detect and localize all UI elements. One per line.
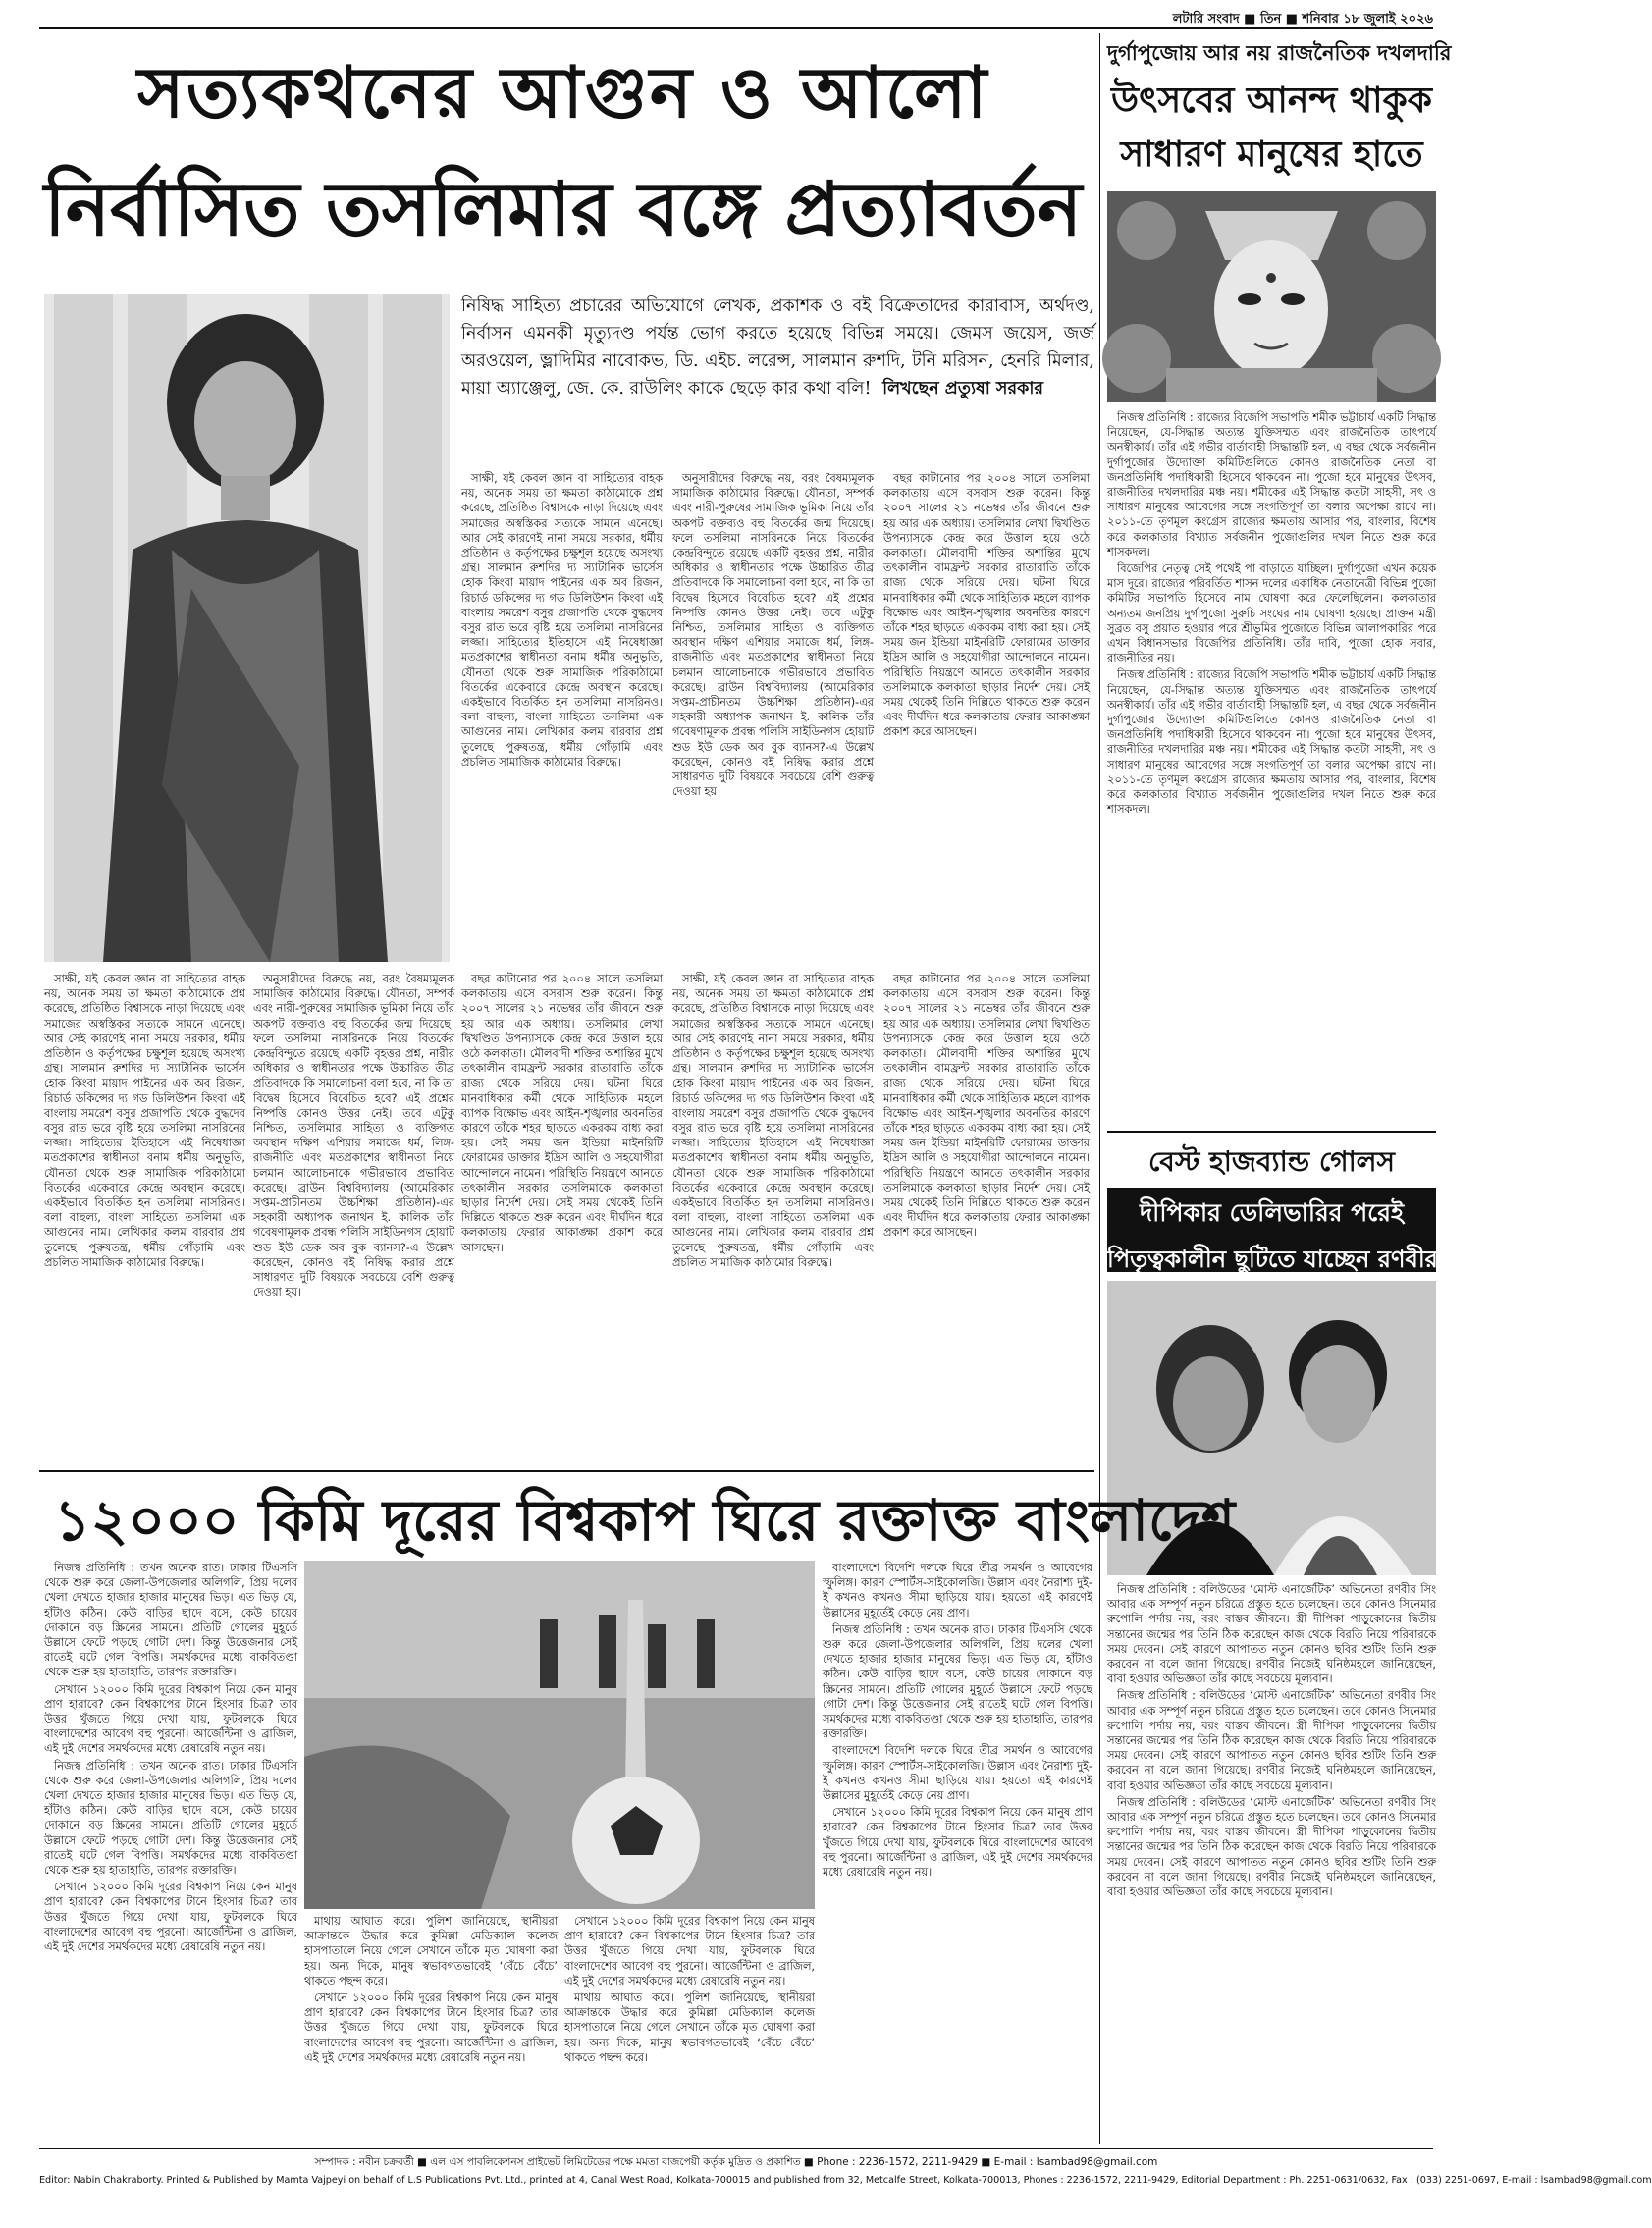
lead-byline: লিখছেন প্রত্যুষা সরকার bbox=[882, 379, 1044, 398]
bollywood-headline-2: পিতৃত্বকালীন ছুটিতে যাচ্ছেন রণবীর bbox=[1107, 1245, 1438, 1273]
cricket-column-3 bbox=[564, 1914, 815, 2135]
durga-column-1 bbox=[1107, 410, 1436, 1117]
lead-column-6 bbox=[461, 972, 663, 1462]
durga-column-1-text-3: নিজস্ব প্রতিনিধি : রাজ্যের বিজেপি সভাপতি শমীক ভট্টাচার্য একটি সিদ্ধান্ত নিয়েছেন, যে-সিদ্ধান্ত অত্যন্ত যুক্তিসম্মত এবং রাজনৈতিক তাৎপর্যে অনস্বীকার্য। তাঁর এই গভীর বার্তাবাহী সিদ্ধান্তটি হল, এ বছর থেকে সর্বজনীন দুর্গাপুজোর উদ্যোক্তা কমিটিগুলিতে কোনও রাজনৈতিক নেতা বা জনপ্রতিনিধি পদাধিকারী হিসেবে থাকবেন না। পুজো হবে মানুষের উৎসব, রাজনীতির দখলদারির মঞ্চ নয়। শমীকের এই সিদ্ধান্ত কতটা সাহসী, সৎ ও সাধারণ মানুষের আবেগের সঙ্গে সংগতিপূর্ণ তা বলার অপেক্ষা রাখে না। ২০১১-তে তৃণমূল কংগ্রেস রাজ্যের ক্ষমতায় আসার পর, বাংলার, বিশেষ করে কলকাতার বিখ্যাত সর্বজনীন পুজোগুলির দখল নিতে শুরু করে শাসকদল। bbox=[1107, 668, 1436, 817]
lead-column-2-text: অনুসারীদের বিরুদ্ধে নয়, বরং বৈষম্যমূলক সামাজিক কাঠামোর বিরুদ্ধে। যৌনতা, সম্পর্ক এবং নারী-পুরুষের সামাজিক ভূমিকা নিয়ে তাঁর অকপট বক্তব্যও বহু বিতর্কের জন্ম দিয়েছে। ফলে তসলিমা নাসরিনকে নিয়ে বিতর্কের কেন্দ্রবিন্দুতে রয়েছে একটি বৃহত্তর প্রশ্ন, নারীর অধিকার ও স্বাধীনতার পক্ষে উচ্চারিত তীব্র প্রতিবাদকে কি সমালোচনা বলা হবে, না কি তা বিদ্বেষ হিসেবে বিবেচিত হবে? এই প্রশ্নের নিষ্পত্তি কোনও উত্তর নেই। তবে এটুকু নিশ্চিত, তসলিমার সাহিত্য ও ব্যক্তিগত অবস্থান দক্ষিণ এশিয়ার সমাজে ধর্ম, লিঙ্গ-রাজনীতি এবং মতপ্রকাশের স্বাধীনতা নিয়ে চলমান আলোচনাকে গভীরভাবে প্রভাবিত করেছে। ব্রাউন বিশ্ববিদ্যালয় (আমেরিকার সপ্তম-প্রাচীনতম উচ্চশিক্ষা প্রতিষ্ঠান)-এর সহকারী অধ্যাপক জনাথন ই. কালিক তাঁর গবেষণামূলক প্রবন্ধ পলিসি সাইডিনগস হোয়াট শুড ইউ ডেক অব বুক ব্যানস?-এ উল্লেখ করেছেন, কোনও বই নিষিদ্ধ করার প্রশ্নে সাধারণত দুটি বিষয়কে সবচেয়ে বেশি গুরুত্ব দেওয়া হয়। bbox=[672, 472, 874, 799]
lead-intro-text: নিষিদ্ধ সাহিত্য প্রচারের অভিযোগে লেখক, প্রকাশক ও বই বিক্রেতাদের কারাবাস, অর্থদণ্ড, নির্বাসন এমনকী মৃত্যুদণ্ড পর্যন্ত ভোগ করতে হয়েছে বিভিন্ন সময়ে। জেমস জয়েস, জর্জ অরওয়েল, ভ্লাদিমির নাবোকভ, ডি. এইচ. লরেন্স, সালমান রুশদি, টনি মরিসন, হেনরি মিলার, মায়া অ্যাঞ্জেলু, জে. কে. রাউলিং কাকে ছেড়ে কার কথা বলি! bbox=[461, 296, 1094, 398]
lead-column-3 bbox=[883, 471, 1090, 967]
bollywood-body-text-3: নিজস্ব প্রতিনিধি : বলিউডের ‘মোস্ট এনার্জেটিক’ অভিনেতা রণবীর সিং আবার এক সম্পূর্ণ নতুন চরিত্রে প্রস্তুত হতে চলেছেন। তবে কোনও সিনেমার রুপোলি পর্দায় নয়, বরং বাস্তব জীবনে। স্ত্রী দীপিকা পাড়ুকোনের দ্বিতীয় সন্তানের জন্মের পর তিনি ঠিক করেছেন কাজ থেকে বিরতি নিয়ে পরিবারকে সময় দেবেন। সেই কারণে আপাতত নতুন কোনও ছবির শুটিং তিনি শুরু করবেন না বলে জানা গিয়েছে। রণবীর নিজেই ঘনিষ্ঠমহলে জানিয়েছেন, বাবা হওয়ার অভিজ্ঞতা তাঁর কাছে সবচেয়ে মূল্যবান। bbox=[1107, 1795, 1436, 1899]
cricket-column-4-text-4: সেখানে ১২০০০ কিমি দূরের বিশ্বকাপ নিয়ে কেন মানুষ প্রাণ হারাবে? কেন বিশ্বকাপের টানে হিংসার চিত্র? তার উত্তর খুঁজতে গিয়ে দেখা যায়, ফুটবলকে ঘিরে বাংলাদেশের আবেগ বহু পুরনো। আর্জেন্টিনা ও ব্রাজিল, এই দুই দেশের সমর্থকদের মধ্যে রেষারেষি নতুন নয়। bbox=[823, 1806, 1092, 1880]
cricket-column-4 bbox=[823, 1561, 1092, 2135]
cricket-column-2 bbox=[304, 1914, 558, 2135]
right-column-rule bbox=[1099, 33, 1100, 2144]
cricket-column-1-text: নিজস্ব প্রতিনিধি : তখন অনেক রাত। ঢাকার টিএসসি থেকে শুরু করে জেলা-উপজেলার অলিগলি, প্রিয় দলের খেলা দেখতে হাজার হাজার মানুষের ভিড়। এত ভিড় যে, হাঁটাও কঠিন। কেউ বাড়ির ছাদে বসে, কেউ চায়ের দোকানে বড় স্ক্রিনের সামনে। প্রতিটি গোলের মুহূর্তে উল্লাসে ফেটে পড়ছে গোটা দেশ। কিন্তু উত্তেজনার সেই রাতেই ঘটে গেল বিপত্তি। সমর্থকদের মধ্যে বাকবিতণ্ডা থেকে শুরু হয় হাতাহাতি, তারপর রক্তারক্তি। bbox=[44, 1562, 297, 1679]
durga-photo bbox=[1107, 191, 1436, 402]
cricket-column-1-text-3: নিজস্ব প্রতিনিধি : তখন অনেক রাত। ঢাকার টিএসসি থেকে শুরু করে জেলা-উপজেলার অলিগলি, প্রিয় দলের খেলা দেখতে হাজার হাজার মানুষের ভিড়। এত ভিড় যে, হাঁটাও কঠিন। কেউ বাড়ির ছাদে বসে, কেউ চায়ের দোকানে বড় স্ক্রিনের সামনে। প্রতিটি গোলের মুহূর্তে উল্লাসে ফেটে পড়ছে গোটা দেশ। কিন্তু উত্তেজনার সেই রাতেই ঘটে গেল বিপত্তি। সমর্থকদের মধ্যে বাকবিতণ্ডা থেকে শুরু হয় হাতাহাতি, তারপর রক্তারক্তি। bbox=[44, 1759, 297, 1878]
cricket-column-3-text: সেখানে ১২০০০ কিমি দূরের বিশ্বকাপ নিয়ে কেন মানুষ প্রাণ হারাবে? কেন বিশ্বকাপের টানে হিংসার চিত্র? তার উত্তর খুঁজতে গিয়ে দেখা যায়, ফুটবলকে ঘিরে বাংলাদেশের আবেগ বহু পুরনো। আর্জেন্টিনা ও ব্রাজিল, এই দুই দেশের সমর্থকদের মধ্যে রেষারেষি নতুন নয়। bbox=[564, 1915, 815, 1988]
cricket-column-1-text-2: সেখানে ১২০০০ কিমি দূরের বিশ্বকাপ নিয়ে কেন মানুষ প্রাণ হারাবে? কেন বিশ্বকাপের টানে হিংসার চিত্র? তার উত্তর খুঁজতে গিয়ে দেখা যায়, ফুটবলকে ঘিরে বাংলাদেশের আবেগ বহু পুরনো। আর্জেন্টিনা ও ব্রাজিল, এই দুই দেশের সমর্থকদের মধ্যে রেষারেষি নতুন নয়। bbox=[44, 1682, 297, 1756]
lead-column-1-text: সাক্ষী, যই কেবল জ্ঞান বা সাহিত্যের বাহক নয়, অনেক সময় তা ক্ষমতা কাঠামোকে প্রশ্ন করেছে, প্রতিষ্ঠিত বিশ্বাসকে নাড়া দিয়েছে এবং সমাজের অস্বস্তিকর সত্যকে সামনে এনেছে। আর সেই কারণেই নানা সময়ে সরকার, ধর্মীয় প্রতিষ্ঠান ও কর্তৃপক্ষের চক্ষুশূল হয়েছে অসংখ্য গ্রন্থ। সালমান রুশদির দ্য স্যাটানিক ভার্সেস হোক কিংবা মায়াদ পাইনের এক অব রিজন, রিচার্ড ডকিন্সের দ্য গড ডিলিউশন কিংবা এই বাংলায় সমরেশ বসুর প্রজাপতি থেকে বুদ্ধদেব বসুর রাত ভরে বৃষ্টি হয়ে তসলিমা নাসরিনের লজ্জা। সাহিত্যের ইতিহাসে এই নিষেধাজ্ঞা মতপ্রকাশের স্বাধীনতা বনাম ধর্মীয় অনুভূতি, যৌনতা থেকে শুরু সামাজিক পরিকাঠামো বিতর্কের একেবারে কেন্দ্রে অবস্থান করেছে। একইভাবে বিতর্কিত হন তসলিমা নাসরিনও। বলা বাহুল্য, বাংলা সাহিত্যে তসলিমা এক আগুনের নাম। লেখিকার কলম বারবার প্রশ্ন তুলেছে পুরুষতন্ত্র, ধর্মীয় গোঁড়ামি এবং প্রচলিত সামাজিক কাঠামোর বিরুদ্ধে। bbox=[461, 472, 663, 769]
lead-intro bbox=[461, 292, 1094, 402]
cricket-top-rule bbox=[39, 1470, 1094, 1472]
lead-column-4-text: সাক্ষী, যই কেবল জ্ঞান বা সাহিত্যের বাহক নয়, অনেক সময় তা ক্ষমতা কাঠামোকে প্রশ্ন করেছে, প্রতিষ্ঠিত বিশ্বাসকে নাড়া দিয়েছে এবং সমাজের অস্বস্তিকর সত্যকে সামনে এনেছে। আর সেই কারণেই নানা সময়ে সরকার, ধর্মীয় প্রতিষ্ঠান ও কর্তৃপক্ষের চক্ষুশূল হয়েছে অসংখ্য গ্রন্থ। সালমান রুশদির দ্য স্যাটানিক ভার্সেস হোক কিংবা মায়াদ পাইনের এক অব রিজন, রিচার্ড ডকিন্সের দ্য গড ডিলিউশন কিংবা এই বাংলায় সমরেশ বসুর প্রজাপতি থেকে বুদ্ধদেব বসুর রাত ভরে বৃষ্টি হয়ে তসলিমা নাসরিনের লজ্জা। সাহিত্যের ইতিহাসে এই নিষেধাজ্ঞা মতপ্রকাশের স্বাধীনতা বনাম ধর্মীয় অনুভূতি, যৌনতা থেকে শুরু সামাজিক পরিকাঠামো বিতর্কের একেবারে কেন্দ্রে অবস্থান করেছে। একইভাবে বিতর্কিত হন তসলিমা নাসরিনও। বলা বাহুল্য, বাংলা সাহিত্যে তসলিমা এক আগুনের নাম। লেখিকার কলম বারবার প্রশ্ন তুলেছে পুরুষতন্ত্র, ধর্মীয় গোঁড়ামি এবং প্রচলিত সামাজিক কাঠামোর বিরুদ্ধে। bbox=[44, 973, 245, 1269]
cricket-column-4-text: বাংলাদেশে বিদেশি দলকে ঘিরে তীব্র সমর্থন ও আবেগের স্ফুলিঙ্গ। কারণ স্পোর্টস-সাইকোলজি। উল্লাস এবং নৈরাশ্য দুই-ই কখনও কখনও সীমা ছাড়িয়ে যায়। হয়তো এই কারণেই উল্লাসের মুহূর্তেই কেড়ে নেয় প্রাণ। bbox=[823, 1562, 1092, 1619]
bollywood-headline-band bbox=[1107, 1188, 1436, 1272]
durga-column-1-text-2: বিজেপির নেতৃত্ব সেই পথেই পা বাড়াতে যাচ্ছিল। দুর্গাপুজো এখন কয়েক মাস দূরে। রাজ্যের পরিবর্তিত শাসন দলের একাধিক নেতানেত্রী বিভিন্ন পুজো কমিটির সভাপতি হিসেবে নাম ঘোষণা করে ফেলেছিলেন। কলকাতার অন্যতম জনপ্রিয় দুর্গাপুজো সুরুচি সংঘের নাম ঘোষণা হয়েছে। প্রাক্তন মন্ত্রী সুব্রত বসু প্রয়াত হওয়ার পরে শ্রীভূমির পুজোতে বিভিন্ন আলাপকারির পরে এখন বিধানসভার বিজেপির প্রতিনিধি। তাঁর দাবি, পুজো হোক সবার, রাজনীতির নয়। bbox=[1107, 562, 1436, 665]
cricket-column-4-text-2: নিজস্ব প্রতিনিধি : তখন অনেক রাত। ঢাকার টিএসসি থেকে শুরু করে জেলা-উপজেলার অলিগলি, প্রিয় দলের খেলা দেখতে হাজার হাজার মানুষের ভিড়। এত ভিড় যে, হাঁটাও কঠিন। কেউ বাড়ির ছাদে বসে, কেউ চায়ের দোকানে বড় স্ক্রিনের সামনে। প্রতিটি গোলের মুহূর্তে উল্লাসে ফেটে পড়ছে গোটা দেশ। কিন্তু উত্তেজনার সেই রাতেই ঘটে গেল বিপত্তি। সমর্থকদের মধ্যে বাকবিতণ্ডা থেকে শুরু হয় হাতাহাতি, তারপর রক্তারক্তি। bbox=[823, 1622, 1092, 1741]
lead-column-5-text: অনুসারীদের বিরুদ্ধে নয়, বরং বৈষম্যমূলক সামাজিক কাঠামোর বিরুদ্ধে। যৌনতা, সম্পর্ক এবং নারী-পুরুষের সামাজিক ভূমিকা নিয়ে তাঁর অকপট বক্তব্যও বহু বিতর্কের জন্ম দিয়েছে। ফলে তসলিমা নাসরিনকে নিয়ে বিতর্কের কেন্দ্রবিন্দুতে রয়েছে একটি বৃহত্তর প্রশ্ন, নারীর অধিকার ও স্বাধীনতার পক্ষে উচ্চারিত তীব্র প্রতিবাদকে কি সমালোচনা বলা হবে, না কি তা বিদ্বেষ হিসেবে বিবেচিত হবে? এই প্রশ্নের নিষ্পত্তি কোনও উত্তর নেই। তবে এটুকু নিশ্চিত, তসলিমার সাহিত্য ও ব্যক্তিগত অবস্থান দক্ষিণ এশিয়ার সমাজে ধর্ম, লিঙ্গ-রাজনীতি এবং মতপ্রকাশের স্বাধীনতা নিয়ে চলমান আলোচনাকে গভীরভাবে প্রভাবিত করেছে। ব্রাউন বিশ্ববিদ্যালয় (আমেরিকার সপ্তম-প্রাচীনতম উচ্চশিক্ষা প্রতিষ্ঠান)-এর সহকারী অধ্যাপক জনাথন ই. কালিক তাঁর গবেষণামূলক প্রবন্ধ পলিসি সাইডিনগস হোয়াট শুড ইউ ডেক অব বুক ব্যানস?-এ উল্লেখ করেছেন, কোনও বই নিষিদ্ধ করার প্রশ্নে সাধারণত দুটি বিষয়কে সবচেয়ে বেশি গুরুত্ব দেওয়া হয়। bbox=[253, 973, 454, 1300]
football-dagger-illustration bbox=[304, 1561, 815, 1909]
footer-rule bbox=[39, 2148, 1433, 2149]
masthead-rule bbox=[39, 27, 1433, 29]
bollywood-body-text-2: নিজস্ব প্রতিনিধি : বলিউডের ‘মোস্ট এনার্জেটিক’ অভিনেতা রণবীর সিং আবার এক সম্পূর্ণ নতুন চরিত্রে প্রস্তুত হতে চলেছেন। তবে কোনও সিনেমার রুপোলি পর্দায় নয়, বরং বাস্তব জীবনে। স্ত্রী দীপিকা পাড়ুকোনের দ্বিতীয় সন্তানের জন্মের পর তিনি ঠিক করেছেন কাজ থেকে বিরতি নিয়ে পরিবারকে সময় দেবেন। সেই কারণে আপাতত নতুন কোনও ছবির শুটিং তিনি শুরু করবেন না বলে জানা গিয়েছে। রণবীর নিজেই ঘনিষ্ঠমহলে জানিয়েছেন, বাবা হওয়ার অভিজ্ঞতা তাঁর কাছে সবচেয়ে মূল্যবান। bbox=[1107, 1689, 1436, 1792]
cricket-column-1-text-4: সেখানে ১২০০০ কিমি দূরের বিশ্বকাপ নিয়ে কেন মানুষ প্রাণ হারাবে? কেন বিশ্বকাপের টানে হিংসার চিত্র? তার উত্তর খুঁজতে গিয়ে দেখা যায়, ফুটবলকে ঘিরে বাংলাদেশের আবেগ বহু পুরনো। আর্জেন্টিনা ও ব্রাজিল, এই দুই দেশের সমর্থকদের মধ্যে রেষারেষি নতুন নয়। bbox=[44, 1881, 297, 1954]
lead-column-8 bbox=[883, 972, 1090, 1462]
cricket-column-2-text-2: সেখানে ১২০০০ কিমি দূরের বিশ্বকাপ নিয়ে কেন মানুষ প্রাণ হারাবে? কেন বিশ্বকাপের টানে হিংসার চিত্র? তার উত্তর খুঁজতে গিয়ে দেখা যায়, ফুটবলকে ঘিরে বাংলাদেশের আবেগ বহু পুরনো। আর্জেন্টিনা ও ব্রাজিল, এই দুই দেশের সমর্থকদের মধ্যে রেষারেষি নতুন নয়। bbox=[304, 1991, 558, 2064]
cricket-column-4-text-3: বাংলাদেশে বিদেশি দলকে ঘিরে তীব্র সমর্থন ও আবেগের স্ফুলিঙ্গ। কারণ স্পোর্টস-সাইকোলজি। উল্লাস এবং নৈরাশ্য দুই-ই কখনও কখনও সীমা ছাড়িয়ে যায়। হয়তো এই কারণেই উল্লাসের মুহূর্তেই কেড়ে নেয় প্রাণ। bbox=[823, 1744, 1092, 1803]
durga-kicker: দুর্গাপুজোয় আর নয় রাজনৈতিক দখলদারি bbox=[1107, 40, 1452, 65]
cricket-photo bbox=[304, 1561, 815, 1909]
footer-line-1: সম্পাদক : নবীন চক্রবর্তী ■ এল এস পাবলিকেশনস প্রাইভেট লিমিটেডের পক্ষে মমতা বাজপেয়ী কর্তৃক মুদ্রিত ও প্রকাশিত ■ Phone : 2236-1572, 2211-9429 ■ E-mail : lsambad98@gmail.com bbox=[314, 2156, 1158, 2168]
portrait-illustration bbox=[44, 294, 450, 962]
bollywood-body-text: নিজস্ব প্রতিনিধি : বলিউডের ‘মোস্ট এনার্জেটিক’ অভিনেতা রণবীর সিং আবার এক সম্পূর্ণ নতুন চরিত্রে প্রস্তুত হতে চলেছেন। তবে কোনও সিনেমার রুপোলি পর্দায় নয়, বরং বাস্তব জীবনে। স্ত্রী দীপিকা পাড়ুকোনের দ্বিতীয় সন্তানের জন্মের পর তিনি ঠিক করেছেন কাজ থেকে বিরতি নিয়ে পরিবারকে সময় দেবেন। সেই কারণে আপাতত নতুন কোনও ছবির শুটিং তিনি শুরু করবেন না বলে জানা গিয়েছে। রণবীর নিজেই ঘনিষ্ঠমহলে জানিয়েছেন, বাবা হওয়ার অভিজ্ঞতা তাঁর কাছে সবচেয়ে মূল্যবান। bbox=[1107, 1583, 1436, 1686]
lead-column-8-text: বছর কাটানোর পর ২০০৪ সালে তসলিমা কলকাতায় এসে বসবাস শুরু করেন। কিন্তু ২০০৭ সালের ২১ নভেম্বর তাঁর জীবনে শুরু হয় আর এক অধ্যায়। তসলিমার লেখা দ্বিখণ্ডিত উপন্যাসকে কেন্দ্র করে উত্তাল হয়ে ওঠে কলকাতা। মৌলবাদী শক্তির অশান্তির মুখে তৎকালীন বামফ্রন্ট সরকার রাতারাতি তাঁকে রাজ্য থেকে সরিয়ে দেয়। ঘটনা ঘিরে মানবাধিকার কর্মী থেকে সাহিত্যিক মহলে ব্যাপক বিক্ষোভ এবং আইন-শৃঙ্খলার অবনতির কারণে তাঁকে শহর ছাড়তে একরকম বাধ্য করা হয়। সেই সময় জন ইন্ডিয়া মাইনরিটি ফোরামের ডাক্তার ইদ্রিস আলি ও সহযোগীরা আন্দোলনে নামেন। পরিস্থিতি নিয়ন্ত্রণে আনতে তৎকালীন সরকার তসলিমাকে কলকাতা ছাড়ার নির্দেশ দেয়। সেই সময় থেকেই তিনি দিল্লিতে থাকতে শুরু করেন এবং দীর্ঘদিন ধরে কলকাতায় ফেরার আকাঙ্ক্ষা প্রকাশ করে আসছেন। bbox=[883, 973, 1090, 1240]
lead-kicker: সত্যকথনের আগুন ও আলো bbox=[137, 50, 989, 133]
lead-column-7 bbox=[672, 972, 874, 1462]
lead-column-2 bbox=[672, 471, 874, 967]
lead-column-4 bbox=[44, 972, 245, 1462]
lead-column-3-text: বছর কাটানোর পর ২০০৪ সালে তসলিমা কলকাতায় এসে বসবাস শুরু করেন। কিন্তু ২০০৭ সালের ২১ নভেম্বর তাঁর জীবনে শুরু হয় আর এক অধ্যায়। তসলিমার লেখা দ্বিখণ্ডিত উপন্যাসকে কেন্দ্র করে উত্তাল হয়ে ওঠে কলকাতা। মৌলবাদী শক্তির অশান্তির মুখে তৎকালীন বামফ্রন্ট সরকার রাতারাতি তাঁকে রাজ্য থেকে সরিয়ে দেয়। ঘটনা ঘিরে মানবাধিকার কর্মী থেকে সাহিত্যিক মহলে ব্যাপক বিক্ষোভ এবং আইন-শৃঙ্খলার অবনতির কারণে তাঁকে শহর ছাড়তে একরকম বাধ্য করা হয়। সেই সময় জন ইন্ডিয়া মাইনরিটি ফোরামের ডাক্তার ইদ্রিস আলি ও সহযোগীরা আন্দোলনে নামেন। পরিস্থিতি নিয়ন্ত্রণে আনতে তৎকালীন সরকার তসলিমাকে কলকাতা ছাড়ার নির্দেশ দেয়। সেই সময় থেকেই তিনি দিল্লিতে থাকতে শুরু করেন এবং দীর্ঘদিন ধরে কলকাতায় ফেরার আকাঙ্ক্ষা প্রকাশ করে আসছেন। bbox=[883, 472, 1090, 739]
bollywood-top-rule bbox=[1107, 1131, 1436, 1133]
durga-column-1-text: নিজস্ব প্রতিনিধি : রাজ্যের বিজেপি সভাপতি শমীক ভট্টাচার্য একটি সিদ্ধান্ত নিয়েছেন, যে-সিদ্ধান্ত অত্যন্ত যুক্তিসম্মত এবং রাজনৈতিক তাৎপর্যে অনস্বীকার্য। তাঁর এই গভীর বার্তাবাহী সিদ্ধান্তটি হল, এ বছর থেকে সর্বজনীন দুর্গাপুজোর উদ্যোক্তা কমিটিগুলিতে কোনও রাজনৈতিক নেতা বা জনপ্রতিনিধি পদাধিকারী হিসেবে থাকবেন না। পুজো হবে মানুষের উৎসব, রাজনীতির দখলদারির মঞ্চ নয়। শমীকের এই সিদ্ধান্ত কতটা সাহসী, সৎ ও সাধারণ মানুষের আবেগের সঙ্গে সংগতিপূর্ণ তা বলার অপেক্ষা রাখে না। ২০১১-তে তৃণমূল কংগ্রেস রাজ্যের ক্ষমতায় আসার পর, বাংলার, বিশেষ করে কলকাতার বিখ্যাত সর্বজনীন পুজোগুলির দখল নিতে শুরু করে শাসকদল। bbox=[1107, 411, 1436, 558]
masthead-bar bbox=[39, 8, 1433, 27]
lead-column-6-text: বছর কাটানোর পর ২০০৪ সালে তসলিমা কলকাতায় এসে বসবাস শুরু করেন। কিন্তু ২০০৭ সালের ২১ নভেম্বর তাঁর জীবনে শুরু হয় আর এক অধ্যায়। তসলিমার লেখা দ্বিখণ্ডিত উপন্যাসকে কেন্দ্র করে উত্তাল হয়ে ওঠে কলকাতা। মৌলবাদী শক্তির অশান্তির মুখে তৎকালীন বামফ্রন্ট সরকার রাতারাতি তাঁকে রাজ্য থেকে সরিয়ে দেয়। ঘটনা ঘিরে মানবাধিকার কর্মী থেকে সাহিত্যিক মহলে ব্যাপক বিক্ষোভ এবং আইন-শৃঙ্খলার অবনতির কারণে তাঁকে শহর ছাড়তে একরকম বাধ্য করা হয়। সেই সময় জন ইন্ডিয়া মাইনরিটি ফোরামের ডাক্তার ইদ্রিস আলি ও সহযোগীরা আন্দোলনে নামেন। পরিস্থিতি নিয়ন্ত্রণে আনতে তৎকালীন সরকার তসলিমাকে কলকাতা ছাড়ার নির্দেশ দেয়। সেই সময় থেকেই তিনি দিল্লিতে থাকতে শুরু করেন এবং দীর্ঘদিন ধরে কলকাতায় ফেরার আকাঙ্ক্ষা প্রকাশ করে আসছেন। bbox=[461, 973, 663, 1254]
lead-column-7-text: সাক্ষী, যই কেবল জ্ঞান বা সাহিত্যের বাহক নয়, অনেক সময় তা ক্ষমতা কাঠামোকে প্রশ্ন করেছে, প্রতিষ্ঠিত বিশ্বাসকে নাড়া দিয়েছে এবং সমাজের অস্বস্তিকর সত্যকে সামনে এনেছে। আর সেই কারণেই নানা সময়ে সরকার, ধর্মীয় প্রতিষ্ঠান ও কর্তৃপক্ষের চক্ষুশূল হয়েছে অসংখ্য গ্রন্থ। সালমান রুশদির দ্য স্যাটানিক ভার্সেস হোক কিংবা মায়াদ পাইনের এক অব রিজন, রিচার্ড ডকিন্সের দ্য গড ডিলিউশন কিংবা এই বাংলায় সমরেশ বসুর প্রজাপতি থেকে বুদ্ধদেব বসুর রাত ভরে বৃষ্টি হয়ে তসলিমা নাসরিনের লজ্জা। সাহিত্যের ইতিহাসে এই নিষেধাজ্ঞা মতপ্রকাশের স্বাধীনতা বনাম ধর্মীয় অনুভূতি, যৌনতা থেকে শুরু সামাজিক পরিকাঠামো বিতর্কের একেবারে কেন্দ্রে অবস্থান করেছে। একইভাবে বিতর্কিত হন তসলিমা নাসরিনও। বলা বাহুল্য, বাংলা সাহিত্যে তসলিমা এক আগুনের নাম। লেখিকার কলম বারবার প্রশ্ন তুলেছে পুরুষতন্ত্র, ধর্মীয় গোঁড়ামি এবং প্রচলিত সামাজিক কাঠামোর বিরুদ্ধে। bbox=[672, 973, 874, 1269]
taslima-photo bbox=[44, 294, 450, 962]
durga-idol-illustration bbox=[1107, 191, 1436, 402]
lead-column-1 bbox=[461, 471, 663, 967]
durga-headline-2: সাধারণ মানুষের হাতে bbox=[1120, 133, 1423, 175]
cricket-headline: ১২০০০ কিমি দূরের বিশ্বকাপ ঘিরে রক্তাক্ত বাংলাদেশ bbox=[54, 1487, 1236, 1554]
durga-headline-1: উৎসবের আনন্দ থাকুক bbox=[1111, 80, 1432, 121]
bollywood-body bbox=[1107, 1582, 1436, 2140]
lead-headline: নির্বাসিত তসলিমার বঙ্গে প্রত্যাবর্তন bbox=[44, 165, 1083, 252]
bollywood-headline-1: দীপিকার ডেলিভারির পরেই bbox=[1140, 1198, 1404, 1227]
footer-line-2: Editor: Nabin Chakraborty. Printed & Published by Mamta Vajpeyi on behalf of L.S Publications Pvt. Ltd., printed at 4, Canal West Road, Kolkata-700015 and published from 32, Metcalfe Street, Kolkata-700013, Phones : 2236-1572, 2211-9429, Editorial Department : Ph. 2251-0631/0632, Fax : (033) 2251-0697, E-mail : lsambad98@gmail.com bbox=[39, 2175, 1652, 2186]
cricket-column-1 bbox=[44, 1561, 297, 2135]
cricket-column-3-text-2: মাথায় আঘাত করে। পুলিশ জানিয়েছে, স্থানীয়রা আক্রান্তকে উদ্ধার করে কুমিল্লা মেডিক্যাল কলেজ হাসপাতালে নিয়ে গেলে সেখানে তাঁকে মৃত ঘোষণা করা হয়। অন্য দিকে, মানুষ স্বভাবগতভাবেই ‘বেঁচে বেঁচে’ থাকতে পছন্দ করে। bbox=[564, 1991, 815, 2064]
lead-column-5 bbox=[253, 972, 454, 1462]
cricket-column-2-text: মাথায় আঘাত করে। পুলিশ জানিয়েছে, স্থানীয়রা আক্রান্তকে উদ্ধার করে কুমিল্লা মেডিক্যাল কলেজ হাসপাতালে নিয়ে গেলে সেখানে তাঁকে মৃত ঘোষণা করা হয়। অন্য দিকে, মানুষ স্বভাবগতভাবেই ‘বেঁচে বেঁচে’ থাকতে পছন্দ করে। bbox=[304, 1915, 558, 1988]
masthead-text: লটারি সংবাদ ■ তিন ■ শনিবার ১৮ জুলাই ২০২৬ bbox=[1172, 12, 1433, 27]
bollywood-kicker: বেস্ট হাজব্যান্ড গোলস bbox=[1147, 1145, 1396, 1178]
